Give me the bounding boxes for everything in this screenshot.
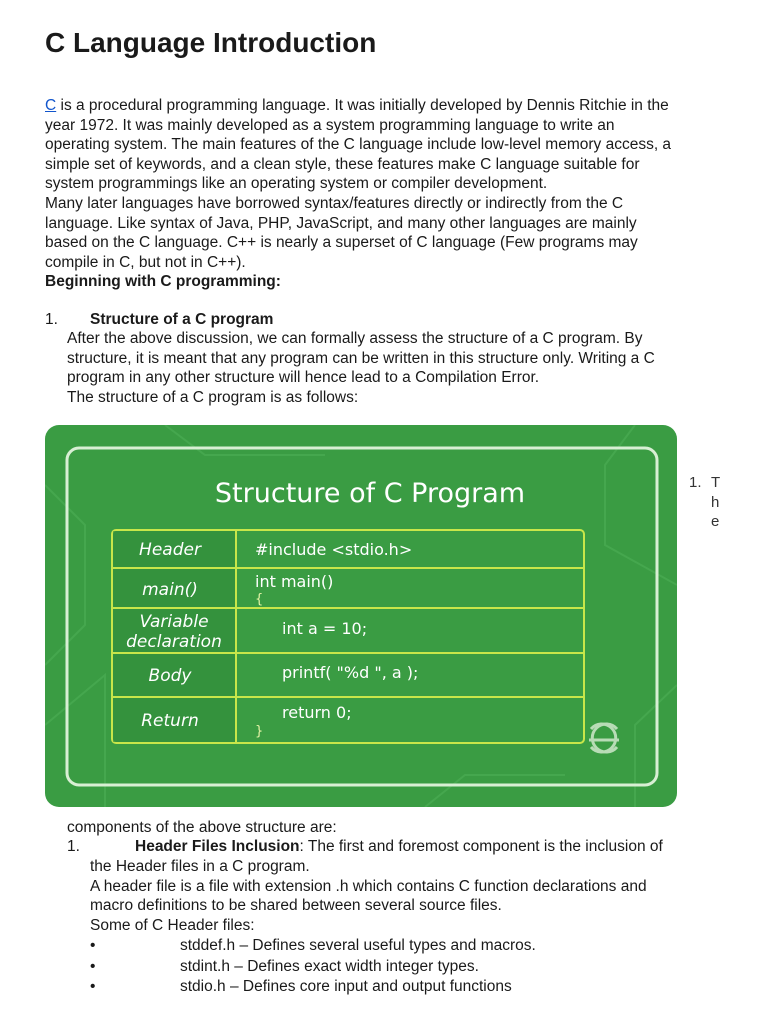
section1-line: After the above discussion, we can formally assess the structure of a C program. By [67, 330, 643, 347]
code-printf: printf( "%d ", a ); [282, 663, 419, 682]
side-note-letter: e [711, 513, 720, 531]
code-close-brace: } [255, 724, 264, 739]
row-label-body: Body [148, 666, 192, 686]
c-language-link[interactable]: C [45, 97, 57, 114]
intro-line: simple set of keywords, and a clean style, these features make C language suitable for [45, 155, 640, 173]
section1-heading: Structure of a C program [90, 311, 274, 328]
subsection1-line: A header file is a file with extension .h which contains C function declarations and [90, 877, 647, 895]
intro-line: Many later languages have borrowed syntax/features directly or indirectly from the C [45, 194, 624, 212]
page-title: C Language Introduction [45, 27, 377, 58]
subsection1-heading: Header Files Inclusion [135, 838, 300, 855]
structure-graphic [45, 425, 677, 807]
row-label-declaration: declaration [126, 632, 222, 652]
section1-number: 1. [45, 311, 58, 328]
subsection1-line: macro definitions to be shared between several source files. [90, 897, 502, 915]
intro-line: based on the C language. C++ is nearly a superset of C language (Few programs may [45, 234, 638, 252]
gfg-logo-icon [589, 724, 619, 752]
code-open-brace: { [255, 592, 264, 607]
side-note-letters [711, 473, 723, 532]
intro-line-text: is a procedural programming language. It was initially developed by Dennis Ritchie in the [56, 97, 669, 114]
bullet-icon: • [90, 978, 96, 995]
row-label-header: Header [139, 540, 201, 560]
intro-paragraph [45, 96, 725, 292]
header-file-item: stdint.h – Defines exact width integer types. [180, 958, 479, 975]
row-label-main: main() [142, 580, 198, 600]
row-label-return: Return [141, 711, 199, 731]
intro-line: compile in C, but not in C++). [45, 253, 246, 271]
subsection1-line: Some of C Header files: [90, 916, 255, 934]
components-intro: components of the above structure are: [67, 819, 337, 836]
section1-line: The structure of a C program is as follows: [67, 388, 359, 406]
subsection1-heading-rest: : The first and foremost component is the inclusion of [299, 838, 663, 855]
code-include: #include <stdio.h> [255, 540, 413, 559]
intro-line: system programmings like an operating system or compiler development. [45, 175, 548, 193]
bullet-icon: • [90, 958, 96, 975]
beginning-heading: Beginning with C programming: [45, 273, 281, 291]
row-label-variable: Variable [139, 612, 209, 632]
intro-line [45, 96, 725, 116]
intro-line: language. Like syntax of Java, PHP, JavaScript, and many other languages are mainly [45, 214, 637, 232]
side-note-letter: T [711, 474, 721, 491]
bullet-icon: • [90, 937, 96, 954]
side-note-letter: h [711, 493, 720, 511]
subsection1-line: the Header files in a C program. [90, 858, 310, 875]
subsection1-body [90, 857, 710, 935]
code-declaration: int a = 10; [282, 619, 368, 638]
header-file-item: stddef.h – Defines several useful types and macros. [180, 937, 536, 954]
section1-line: structure, it is meant that any program can be written in this structure only. Writing a C [67, 349, 655, 367]
section1-body [67, 329, 717, 407]
structure-graphic-svg [45, 425, 677, 807]
subsection1-heading-line [135, 837, 715, 857]
intro-line: operating system. The main features of the C language include low-level memory access, a [45, 136, 672, 154]
subsection1-number: 1. [67, 838, 80, 855]
header-file-item: stdio.h – Defines core input and output functions [180, 978, 512, 995]
section1-line: program in any other structure will hence lead to a Compilation Error. [67, 369, 540, 387]
code-return: return 0; [282, 703, 352, 722]
code-main: int main() [255, 572, 334, 591]
graphic-title: Structure of C Program [214, 478, 526, 509]
intro-line: year 1972. It was mainly developed as a system programming language to write an [45, 116, 615, 134]
side-note-number: 1. [689, 474, 702, 491]
